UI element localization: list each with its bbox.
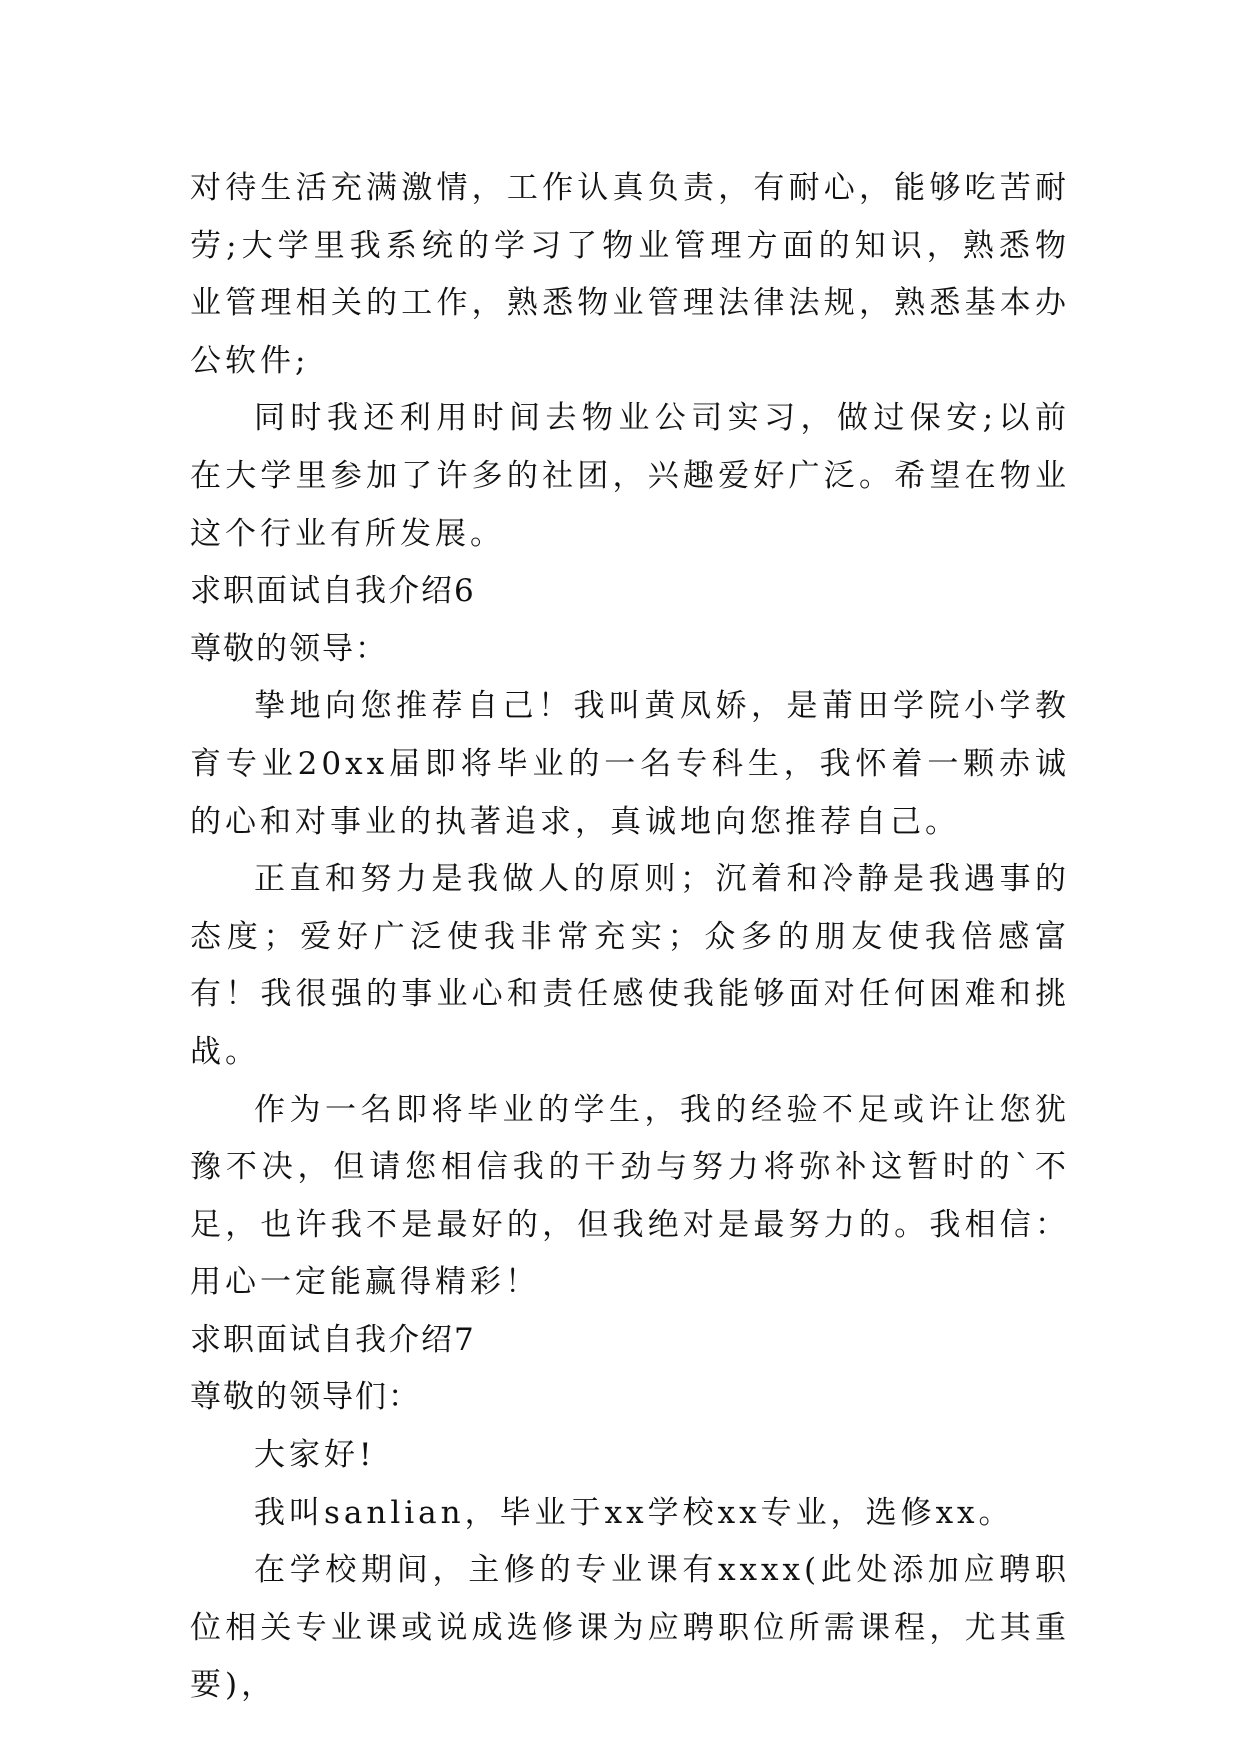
paragraph: 挚地向您推荐自己！我叫黄凤娇，是莆田学院小学教育专业20xx届即将毕业的一名专科生，我怀着一颗赤诚的心和对事业的执著追求，真诚地向您推荐自己。 [190,688,1070,840]
salutation: 尊敬的领导： [190,630,388,667]
paragraph: 在学校期间，主修的专业课有xxxx(此处添加应聘职位相关专业课或说成选修课为应聘职位所需课程，尤其重要)， [190,1552,1070,1704]
paragraph: 我叫sanlian，毕业于xx学校xx专业，选修xx。 [254,1494,1014,1531]
paragraph: 作为一名即将毕业的学生，我的经验不足或许让您犹豫不决，但请您相信我的干劲与努力将弥补这暂时的`不足，也许我不是最好的，但我绝对是最努力的。我相信：用心一定能赢得精彩！ [190,1091,1070,1301]
paragraph: 正直和努力是我做人的原则；沉着和冷静是我遇事的态度；爱好广泛使我非常充实；众多的朋友使我倍感富有！我很强的事业心和责任感使我能够面对任何困难和挑战。 [190,861,1070,1070]
paragraph: 同时我还利用时间去物业公司实习，做过保安;以前在大学里参加了许多的社团，兴趣爱好广泛。希望在物业这个行业有所发展。 [190,400,1070,552]
section-title: 求职面试自我介绍6 [190,573,476,610]
section-title: 求职面试自我介绍7 [190,1321,476,1358]
document-body [190,160,1070,1715]
paragraph: 对待生活充满激情，工作认真负责，有耐心，能够吃苦耐劳;大学里我系统的学习了物业管理方面的知识，熟悉物业管理相关的工作，熟悉物业管理法律法规，熟悉基本办公软件; [190,170,1070,379]
greeting: 大家好! [254,1437,376,1474]
salutation: 尊敬的领导们： [190,1379,421,1416]
